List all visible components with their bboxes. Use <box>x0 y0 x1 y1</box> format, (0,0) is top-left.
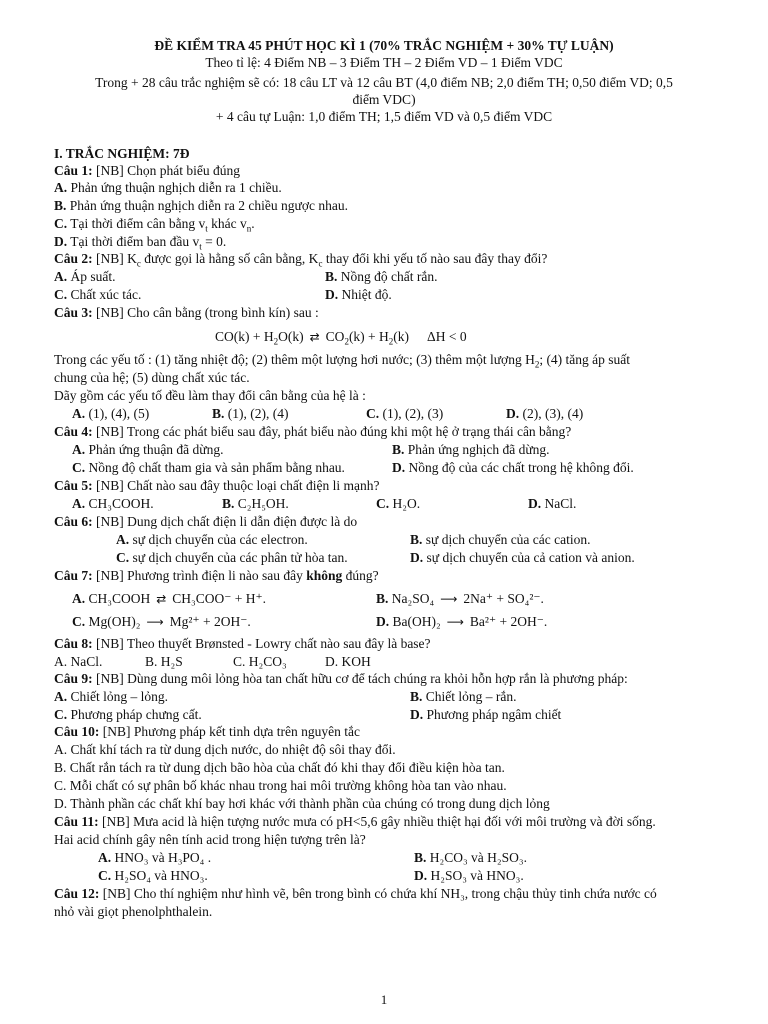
question-7-option-b: B. Na₂SO₄ ⟶ 2Na⁺ + SO₄²⁻. <box>376 591 544 606</box>
mc-breakdown-line2: điểm VDC) <box>352 92 416 107</box>
essay-breakdown: + 4 câu tự Luận: 1,0 điểm TH; 1,5 điểm VD và 0,5 điểm VDC <box>215 109 553 124</box>
question-8-stem: Câu 8: [NB] Theo thuyết Brønsted - Lowry chất nào sau đây là base? <box>54 636 431 651</box>
question-4-option-c: C. Nồng độ chất tham gia và sản phẩm bằng nhau. <box>72 460 345 475</box>
question-6-stem: Câu 6: [NB] Dung dịch chất điện li dẫn điện được là do <box>54 514 358 529</box>
question-3-option-c: C. (1), (2), (3) <box>366 406 444 421</box>
question-5-stem: Câu 5: [NB] Chất nào sau đây thuộc loại chất điện li mạnh? <box>54 478 380 493</box>
question-9-option-d: D. Phương pháp ngâm chiết <box>410 707 562 722</box>
question-1-stem: Câu 1: [NB] Chọn phát biểu đúng <box>54 163 241 178</box>
equilibrium-arrow-icon: ⇄ <box>156 592 167 606</box>
question-2-option-b: B. Nồng độ chất rắn. <box>325 269 438 284</box>
question-3-text-2: chung của hệ; (5) dùng chất xúc tác. <box>54 370 250 385</box>
question-3-text-1: Trong các yếu tố : (1) tăng nhiệt độ; (2) thêm một lượng hơi nước; (3) thêm một lượng $H_2$; (4) tăng áp suất <box>54 352 631 370</box>
question-11-option-d: D. H₂SO₃ và HNO₃. <box>414 868 524 883</box>
question-3-text-3: Dãy gồm các yếu tố đều làm thay đổi cân bằng của hệ là : <box>54 388 366 403</box>
question-11-option-c: C. H₂SO₄ và HNO₃. <box>98 868 208 883</box>
question-8-option-b: B. H₂S <box>145 654 183 669</box>
question-7-stem: Câu 7: [NB] Phương trình điện li nào sau đây không đúng? <box>54 568 379 583</box>
question-8-option-c: C. H₂CO₃ <box>233 654 287 669</box>
right-arrow-icon: ⟶ <box>146 615 164 629</box>
score-ratio: Theo tỉ lệ: 4 Điểm NB – 3 Điểm TH – 2 Điểm VD – 1 Điểm VDC <box>205 55 563 70</box>
question-9-option-b: B. Chiết lỏng – rắn. <box>410 689 517 704</box>
question-3-stem: Câu 3: [NB] Cho cân bằng (trong bình kín) sau : <box>54 305 319 320</box>
question-7-option-c: C. Mg(OH)₂ ⟶ Mg²⁺ + 2OH⁻. <box>72 614 251 629</box>
question-2-stem: Câu 2: [NB] $K_c$ được gọi là hằng số cân bằng, $K_c$ thay đổi khi yếu tố nào sau đây thay đổi? <box>54 251 548 269</box>
question-9-option-c: C. Phương pháp chưng cất. <box>54 707 202 722</box>
question-4-stem: Câu 4: [NB] Trong các phát biểu sau đây, phát biểu nào đúng khi một hệ ở trạng thái cân bằng? <box>54 424 572 439</box>
question-3-option-d: D. (2), (3), (4) <box>506 406 584 421</box>
question-12-stem-2: nhỏ vài giọt phenolphthalein. <box>54 904 213 919</box>
question-2-option-c: C. Chất xúc tác. <box>54 287 142 302</box>
question-6-option-a: A. sự dịch chuyển của các electron. <box>116 532 308 547</box>
question-2-option-d: D. Nhiệt độ. <box>325 287 392 302</box>
question-1-option-d: D. Tại thời điểm ban đầu $v_t = 0$. <box>54 234 227 252</box>
question-5-option-a: A. CH₃COOH. <box>72 496 154 511</box>
question-10-option-c: C. Mỗi chất có sự phân bố khác nhau trong hai môi trường không hòa tan vào nhau. <box>54 778 507 793</box>
question-6-option-b: B. sự dịch chuyển của các cation. <box>410 532 591 547</box>
question-8-option-a: A. NaCl. <box>54 654 103 669</box>
right-arrow-icon: ⟶ <box>446 615 464 629</box>
question-11-option-a: A. HNO₃ và H₃PO₄ . <box>98 850 212 865</box>
question-5-option-b: B. C₂H₅OH. <box>222 496 289 511</box>
question-3-option-a: A. (1), (4), (5) <box>72 406 150 421</box>
question-3-equation: $CO(k) + H_2O(k)$ ⇄ $CO_2(k) + H_2(k) \Delta H < 0$ <box>215 329 467 347</box>
question-2-option-a: A. Áp suất. <box>54 269 116 284</box>
question-7-option-d: D. Ba(OH)₂ ⟶ Ba²⁺ + 2OH⁻. <box>376 614 548 629</box>
question-1-option-b: B. Phản ứng thuận nghịch diễn ra 2 chiều ngược nhau. <box>54 198 348 213</box>
page-number: 1 <box>380 992 388 1007</box>
question-1-option-c: C. Tại thời điểm cân bằng $v_t$ khác $v_n$. <box>54 216 255 234</box>
question-8-option-d: D. KOH <box>325 654 371 669</box>
question-5-option-c: C. H₂O. <box>376 496 421 511</box>
equilibrium-arrow-icon: ⇄ <box>309 330 320 344</box>
question-9-option-a: A. Chiết lỏng – lỏng. <box>54 689 168 704</box>
question-10-option-b: B. Chất rắn tách ra từ dung dịch bão hòa của chất đó khi thay đổi điều kiện hòa tan. <box>54 760 505 775</box>
question-11-stem-2: Hai acid chính gây nên tính acid trong hiện tượng trên là? <box>54 832 366 847</box>
question-7-option-a: A. CH₃COOH ⇄ CH₃COO⁻ + H⁺. <box>72 591 266 606</box>
question-5-option-d: D. NaCl. <box>528 496 577 511</box>
question-10-option-d: D. Thành phần các chất khí bay hơi khác với thành phần của chúng có trong dung dịch lỏng <box>54 796 550 811</box>
question-6-option-d: D. sự dịch chuyển của cả cation và anion. <box>410 550 635 565</box>
mc-breakdown-line1: Trong + 28 câu trắc nghiệm sẽ có: 18 câu LT và 12 câu BT (4,0 điểm NB; 2,0 điểm TH; 0,50 điểm VD; 0,5 <box>95 75 673 90</box>
right-arrow-icon: ⟶ <box>440 592 458 606</box>
question-1-option-a: A. Phản ứng thuận nghịch diễn ra 1 chiều. <box>54 180 282 195</box>
question-12-stem-1: Câu 12: [NB] Cho thí nghiệm như hình vẽ, bên trong bình có chứa khí NH₃, trong chậu thủy tinh chứa nước có <box>54 886 657 901</box>
question-9-stem: Câu 9: [NB] Dùng dung môi lỏng hòa tan chất hữu cơ để tách chúng ra khỏi hỗn hợp rắn là phương pháp: <box>54 671 628 686</box>
question-10-stem: Câu 10: [NB] Phương pháp kết tinh dựa trên nguyên tắc <box>54 724 360 739</box>
question-11-stem-1: Câu 11: [NB] Mưa acid là hiện tượng nước mưa có pH<5,6 gây nhiều thiệt hại đối với môi trường và đời sống. <box>54 814 656 829</box>
section-title: I. TRẮC NGHIỆM: 7Đ <box>54 146 190 161</box>
question-4-option-b: B. Phản ứng nghịch đã dừng. <box>392 442 550 457</box>
question-11-option-b: B. H₂CO₃ và H₂SO₃. <box>414 850 527 865</box>
exam-title: ĐỀ KIỂM TRA 45 PHÚT HỌC KÌ 1 (70% TRẮC NGHIỆM + 30% TỰ LUẬN) <box>154 38 614 53</box>
question-4-option-d: D. Nồng độ của các chất trong hệ không đổi. <box>392 460 634 475</box>
question-6-option-c: C. sự dịch chuyển của các phân tử hòa tan. <box>116 550 348 565</box>
question-4-option-a: A. Phản ứng thuận đã dừng. <box>72 442 224 457</box>
question-10-option-a: A. Chất khí tách ra từ dung dịch nước, do nhiệt độ sôi thay đổi. <box>54 742 396 757</box>
question-3-option-b: B. (1), (2), (4) <box>212 406 289 421</box>
